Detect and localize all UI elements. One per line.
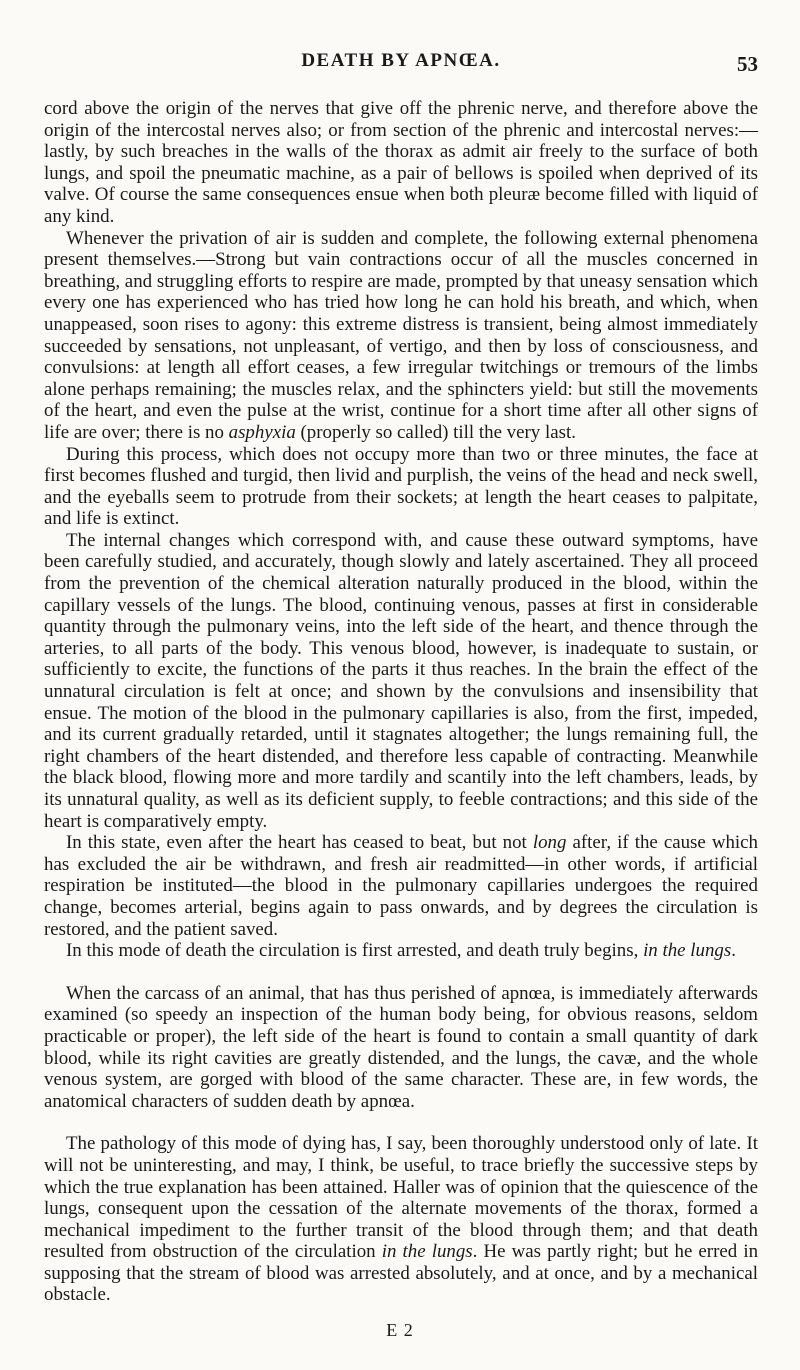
text-run: . He was partly right; but he erred in supposing that the stream of blood was arrested absolutely, and at once, and by a mechanical obstacle. bbox=[44, 1241, 759, 1306]
italic-text: in the lungs bbox=[643, 940, 732, 962]
running-head bbox=[44, 50, 758, 80]
paragraph bbox=[44, 98, 758, 228]
text-run: Whenever the privation of air is sudden and complete, the following external phenomena present themselves.—Strong but vain contractions occur of all the muscles concerned in breathing, and struggling efforts to respire are made, prompted by that uneasy sensation which every one has experienced who has tried how long he can hold his breath, and which, when unappeased, soon rises to agony: this extreme distress is transient, being almost immediately succeeded by sensations, not unpleasant, of vertigo, and then by loss of consciousness, and convulsions: at length all effort ceases, a few irregular twitchings or tremours of the limbs alone perhaps remaining; the muscles relax, and the sphincters yield: but still the movements of the heart, and even the pulse at the wrist, continue for a short time after all other signs of life are over; there is no bbox=[44, 227, 758, 443]
text-run: The pathology of this mode of dying has, I say, been thoroughly understood only of late. It will not be uninteresting, and may, I think, be useful, to trace briefly the successive steps by which the true explanation has been attained. Haller was of opinion that the quiescence of the lungs, consequent upon the cessation of the alternate movements of the thorax, formed a mechanical impediment to the further transit of the blood through them; and that death resulted from obstruction of the circulation bbox=[44, 1133, 758, 1263]
text-run: cord above the origin of the nerves that give off the phrenic nerve, and therefore above the origin of the intercostal nerves also; or from section of the phrenic and intercostal nerves:—lastly, by such breaches in the walls of the thorax as admit air freely to the surface of both lungs, and spoil the pneumatic machine, as a pair of bellows is spoiled when deprived of its valve. Of course the same consequences ensue when both pleuræ become filled with liquid of any kind. bbox=[44, 98, 758, 227]
page-number: 53 bbox=[737, 52, 758, 76]
italic-text: asphyxia bbox=[228, 421, 296, 443]
paragraph bbox=[44, 940, 758, 962]
paragraph bbox=[44, 530, 758, 832]
signature-mark: E 2 bbox=[386, 1320, 414, 1340]
paragraph bbox=[44, 983, 758, 1113]
paragraph bbox=[44, 444, 758, 530]
paragraph bbox=[44, 1133, 758, 1306]
text-run: after, if the cause which has excluded the air be withdrawn, and fresh air readmitted—in other words, if artificial respiration be instituted—the blood in the pulmonary capillaries undergoes the required change, becomes arterial, begins again to pass onwards, and by degrees the circulation is restored, and the patient saved. bbox=[44, 832, 759, 940]
paragraph bbox=[44, 832, 758, 940]
text-run: In this mode of death the circulation is first arrested, and death truly begins, bbox=[66, 940, 644, 962]
paragraph bbox=[44, 228, 758, 444]
running-title: DEATH BY APNŒA. bbox=[301, 50, 501, 71]
text-run: When the carcass of an animal, that has thus perished of apnœa, is immediately afterwards examined (so speedy an inspection of the human body being, for obvious reasons, seldom practicable or proper), the left side of the heart is found to contain a small quantity of dark blood, while its right cavities are greatly distended, and the lungs, the cavæ, and the whole venous system, are gorged with blood of the same character. These are, in few words, the anatomical characters of sudden death by apnœa. bbox=[44, 982, 758, 1112]
text-run: In this state, even after the heart has ceased to beat, but not bbox=[66, 832, 533, 854]
text-run: During this process, which does not occupy more than two or three minutes, the face at first becomes flushed and turgid, then livid and purplish, the veins of the head and neck swell, and the eyeballs seem to protrude from their sockets; at length the heart ceases to palpitate, and life is extinct. bbox=[44, 443, 758, 530]
text-run: The internal changes which correspond with, and cause these outward symptoms, have been carefully studied, and accurately, though slowly and lately ascertained. They all proceed from the prevention of the chemical alteration naturally produced in the blood, within the capillary vessels of the lungs. The blood, continuing venous, passes at first in considerable quantity through the pulmonary veins, into the left side of the heart, and thence through the arteries, to all parts of the body. This venous blood, however, is inadequate to sustain, or sufficiently to excite, the functions of the parts it thus reaches. In the brain the effect of the unnatural circulation is felt at once; and shown by the convulsions and insensibility that ensue. The motion of the blood in the pulmonary capillaries is also, from the first, impeded, and its current gradually retarded, until it stagnates altogether; the lungs remaining full, the right chambers of the heart distended, and therefore less capable of contracting. Meanwhile the black blood, flowing more and more tardily and scantily into the left chambers, leads, by its unnatural quality, as well as its deficient supply, to feeble contractions; and this side of the heart is comparatively empty. bbox=[44, 529, 758, 832]
italic-text: in the lungs bbox=[381, 1241, 473, 1263]
body-text bbox=[44, 98, 758, 1306]
text-run: (properly so called) till the very last. bbox=[295, 421, 576, 443]
text-run: . bbox=[731, 940, 736, 962]
italic-text: long bbox=[532, 832, 567, 854]
